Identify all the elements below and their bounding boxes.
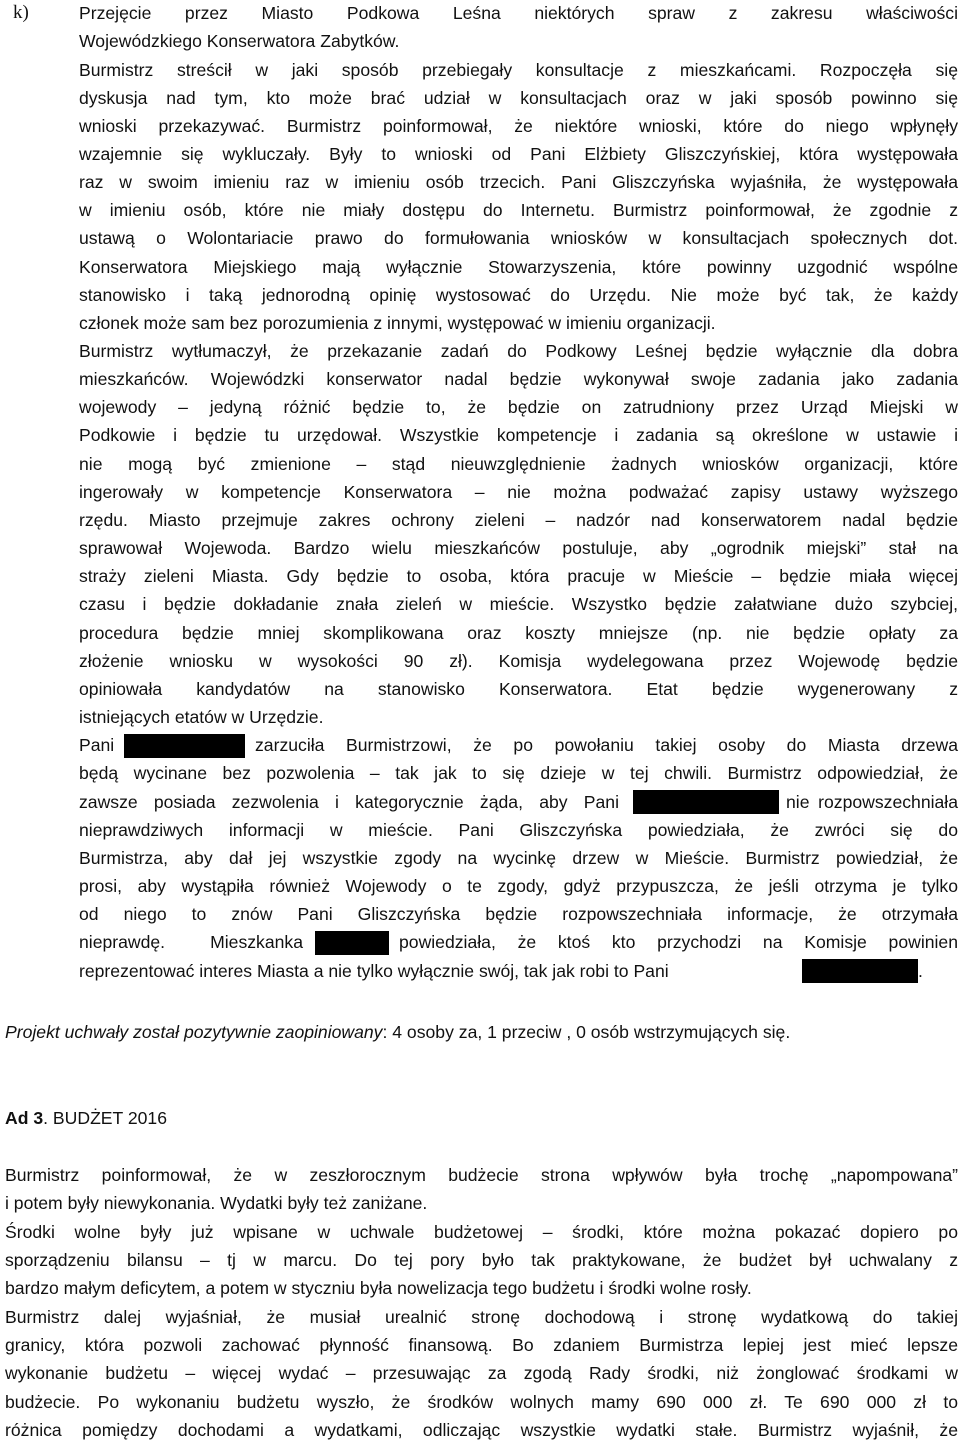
- paragraph-line: członek może sam bez porozumienia z innymi, występować w imieniu organizacji.: [79, 313, 716, 333]
- paragraph-line: reprezentować interes Miasta a nie tylko wyłącznie swój, tak jak robi to Pani: [79, 961, 669, 981]
- paragraph-line: zarzuciła Burmistrzowi, że po powołaniu takiej osoby do Miasta drzewa: [255, 735, 958, 755]
- line-text: Pani: [79, 735, 115, 755]
- section-label: Ad 3: [5, 1108, 44, 1128]
- paragraph-line: czasu i będzie dokładanie znała zieleń w mieście. Wszystko będzie załatwiane dużo szybciej,: [79, 594, 958, 614]
- list-marker: k): [13, 2, 29, 23]
- paragraph-line: i potem były niewykonania. Wydatki były też zaniżane.: [5, 1193, 428, 1213]
- paragraph-line: Burmistrz poinformował, że w zeszłorocznym budżecie strona wpływów była trochę „napompowana”: [5, 1165, 958, 1185]
- paragraph-line: różnica pomiędzy dochodami a wydatkami, odliczając wszystkie wydatki stałe. Burmistrz wyjaśnił, że: [5, 1420, 958, 1440]
- paragraph-line: straży zieleni Miasta. Gdy będzie to osoba, która pracuje w Mieście – będzie miała więcej: [79, 566, 958, 586]
- paragraph-line: stanowisko i taką jednorodną opinię wystosować do Urzędu. Nie może być tak, że każdy: [79, 285, 958, 305]
- item-heading: Przejęcie przez Miasto Podkowa Leśna niektórych spraw z zakresu właściwości: [79, 3, 958, 23]
- section-title: . BUDŻET 2016: [43, 1108, 168, 1128]
- paragraph-line: raz w swoim imieniu raz w imieniu osób trzecich. Pani Gliszczyńska wyjaśniła, że występowała: [79, 172, 958, 192]
- redaction-box: [802, 959, 918, 983]
- paragraph-line: sprawował Wojewoda. Bardzo wielu mieszkańców postuluje, aby „ogrodnik miejski” stał na: [79, 538, 958, 558]
- paragraph-line: procedura będzie mniej skomplikowana oraz koszty mniejsze (np. nie będzie opłaty za: [79, 623, 958, 643]
- paragraph-line: złożenie wniosku w wysokości 90 zł). Komisja wydelegowana przez Wojewodę będzie: [79, 651, 958, 671]
- paragraph-line: dyskusja nad tym, kto może brać udział w konsultacjach oraz w jaki sposób powinno się: [79, 88, 958, 108]
- paragraph-line: będą wycinane bez pozwolenia – tak jak to się dzieje w tej chwili. Burmistrz odpowiedział, że: [79, 763, 958, 783]
- paragraph-line: Burmistrz streścił w jaki sposób przebiegały konsultacje z mieszkańcami. Rozpoczęła się: [79, 60, 958, 80]
- item-heading-continued: Wojewódzkiego Konserwatora Zabytków.: [79, 31, 400, 51]
- redaction-box: [124, 734, 245, 758]
- paragraph-line: ingerowały w kompetencje Konserwatora – nie można podważać zapisy ustawy wyższego: [79, 482, 958, 502]
- paragraph-line: bardzo małym deficytem, a potem w styczniu była nowelizacja tego budżetu i środki wolne rosły.: [5, 1278, 752, 1298]
- paragraph-line: nie rozpowszechniała: [786, 792, 958, 812]
- section-heading: [5, 1107, 167, 1129]
- paragraph-line: nieprawdę. Mieszkanka: [79, 932, 303, 952]
- paragraph-line: powiedziała, że ktoś kto przychodzi na Komisje powinien: [399, 932, 958, 952]
- redaction-box: [633, 790, 779, 814]
- paragraph-line: wzajemnie się wykluczały. Były to wnioski od Pani Elżbiety Gliszczyńskiej, która występowała: [79, 144, 958, 164]
- paragraph-line: budżecie. Po wykonaniu budżetu wyszło, że środków wolnych mamy 690 000 zł. Te 690 000 zł to: [5, 1392, 958, 1412]
- paragraph-line: w imieniu osób, które nie miały dostępu do Internetu. Burmistrz poinformował, że zgodnie z: [79, 200, 958, 220]
- paragraph-line: Burmistrza, aby dał jej wszystkie zgody na wycinkę drzew w Mieście. Burmistrz powiedział, że: [79, 848, 958, 868]
- paragraph-line: rzędu. Miasto przejmuje zakres ochrony zieleni – nadzór nad konserwatorem nadal będzie: [79, 510, 958, 530]
- paragraph-line: wykonanie budżetu – więcej wydać – przesuwając za zgodą Rady środki, niż żonglować środkami w: [5, 1363, 958, 1383]
- paragraph-line: wnioski przekazywać. Burmistrz poinformował, że niektóre wnioski, które do niego wpłynęły: [79, 116, 958, 136]
- paragraph-line: ustawą o Wolontariacie prawo do formułowania wniosków w konsultacjach społecznych dot.: [79, 228, 958, 248]
- paragraph-line: wojewody – jedyną różnić będzie to, że będzie on zatrudniony przez Urząd Miejski w: [79, 397, 958, 417]
- paragraph-line-redacted: [79, 734, 114, 756]
- resolution-line: [5, 1021, 790, 1043]
- paragraph-line: nie mogą być zmienione – stąd nieuwzględnienie żadnych wniosków organizacji, które: [79, 454, 958, 474]
- paragraph-line: Burmistrz dalej wyjaśniał, że musiał urealnić stronę dochodową i stronę wydatkową do takiej: [5, 1307, 958, 1327]
- paragraph-line: sporządzeniu bilansu – tj w marcu. Do tej pory było tak praktykowane, że budżet był uchwalany z: [5, 1250, 958, 1270]
- paragraph-line: zawsze posiada zezwolenia i kategorycznie żąda, aby Pani: [79, 792, 619, 812]
- redaction-box: [315, 931, 389, 955]
- paragraph-line: opiniowała kandydatów na stanowisko Konserwatora. Etat będzie wygenerowany z: [79, 679, 958, 699]
- paragraph-line: Konserwatora Miejskiego mają wyłącznie Stowarzyszenia, które powinny uzgodnić wspólne: [79, 257, 958, 277]
- paragraph-line: istniejących etatów w Urzędzie.: [79, 707, 324, 727]
- paragraph-line: Podkowie i będzie tu urzędował. Wszystkie kompetencje i zadania są określone w ustawie i: [79, 425, 958, 445]
- paragraph-line: granicy, która pozwoli zachować płynność finansową. Bo zdaniem Burmistrza lepiej jest mieć lepsze: [5, 1335, 958, 1355]
- paragraph-end: .: [918, 961, 923, 981]
- paragraph-line: Burmistrz wytłumaczył, że przekazanie zadań do Podkowy Leśnej będzie wyłącznie dla dobra: [79, 341, 958, 361]
- resolution-label: Projekt uchwały został pozytywnie zaopiniowany: [5, 1022, 383, 1042]
- paragraph-line: Środki wolne były już wpisane w uchwale budżetowej – środki, które można pokazać dopiero po: [5, 1222, 958, 1242]
- paragraph-line: prosi, aby wystąpiła również Wojewody o te zgody, gdyż przypuszcza, że jeśli otrzyma je tylko: [79, 876, 958, 896]
- paragraph-line: od niego to znów Pani Gliszczyńska będzie rozpowszechniała informacje, że otrzymała: [79, 904, 958, 924]
- paragraph-line: mieszkańców. Wojewódzki konserwator nadal będzie wykonywał swoje zadania jako zadania: [79, 369, 958, 389]
- paragraph-line: nieprawdziwych informacji w mieście. Pani Gliszczyńska powiedziała, że zwróci się do: [79, 820, 958, 840]
- resolution-votes: : 4 osoby za, 1 przeciw , 0 osób wstrzymujących się.: [382, 1022, 791, 1042]
